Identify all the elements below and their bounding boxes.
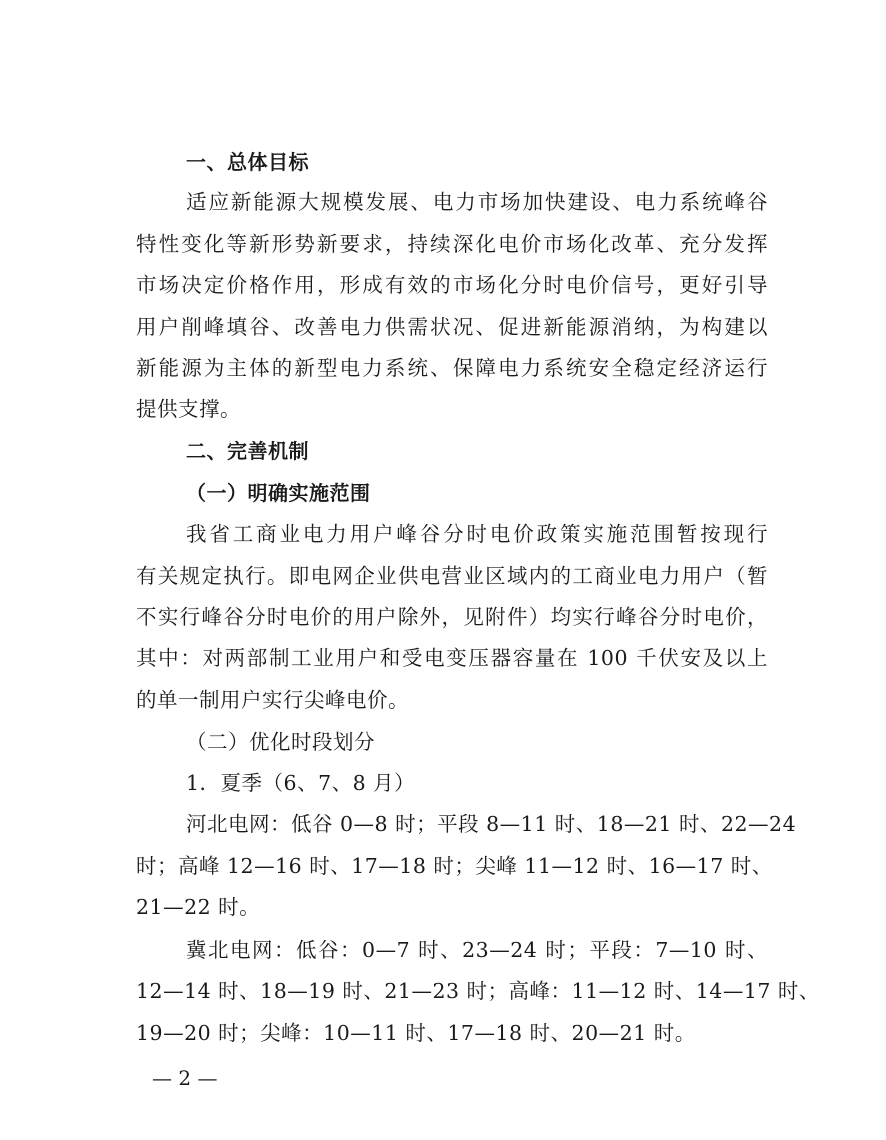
paragraph-line: 12—14 时、18—19 时、21—23 时；高峰：11—12 时、14—17 时、 [136, 979, 820, 1003]
subsection-heading-scope: （一）明确实施范围 [186, 481, 371, 505]
paragraph-line: 提供支撑。 [136, 397, 241, 421]
paragraph-line: 我省工商业电力用户峰谷分时电价政策实施范围暂按现行 [186, 522, 768, 546]
page-number: — 2 — [152, 1066, 218, 1090]
paragraph-line: 其中：对两部制工业用户和受电变压器容量在 100 千伏安及以上 [136, 646, 768, 670]
paragraph-line: 时；高峰 12—16 时、17—18 时；尖峰 11—12 时、16—17 时、 [136, 854, 773, 878]
paragraph-line: 用户削峰填谷、改善电力供需状况、促进新能源消纳，为构建以 [136, 315, 768, 339]
paragraph-line: 21—22 时。 [136, 895, 261, 919]
list-item-summer: 1．夏季（6、7、8 月） [186, 771, 416, 795]
paragraph-line: 的单一制用户实行尖峰电价。 [136, 688, 409, 712]
paragraph-line: 不实行峰谷分时电价的用户除外，见附件）均实行峰谷分时电价， [136, 605, 768, 629]
paragraph-line: 适应新能源大规模发展、电力市场加快建设、电力系统峰谷 [186, 190, 768, 214]
paragraph-line: 新能源为主体的新型电力系统、保障电力系统安全稳定经济运行 [136, 356, 768, 380]
paragraph-line: 河北电网：低谷 0—8 时；平段 8—11 时、18—21 时、22—24 [186, 812, 797, 836]
paragraph-line: 冀北电网：低谷：0—7 时、23—24 时；平段：7—10 时、 [186, 938, 768, 962]
paragraph-line: 19—20 时；尖峰：10—11 时、17—18 时、20—21 时。 [136, 1021, 696, 1045]
subsection-heading-time-periods: （二）优化时段划分 [186, 730, 375, 754]
paragraph-line: 市场决定价格作用，形成有效的市场化分时电价信号，更好引导 [136, 273, 768, 297]
paragraph-line: 特性变化等新形势新要求，持续深化电价市场化改革、充分发挥 [136, 232, 768, 256]
section-heading-overall-goal: 一、总体目标 [186, 150, 309, 174]
section-heading-mechanism: 二、完善机制 [186, 439, 309, 463]
paragraph-line: 有关规定执行。即电网企业供电营业区域内的工商业电力用户（暂 [136, 564, 768, 588]
